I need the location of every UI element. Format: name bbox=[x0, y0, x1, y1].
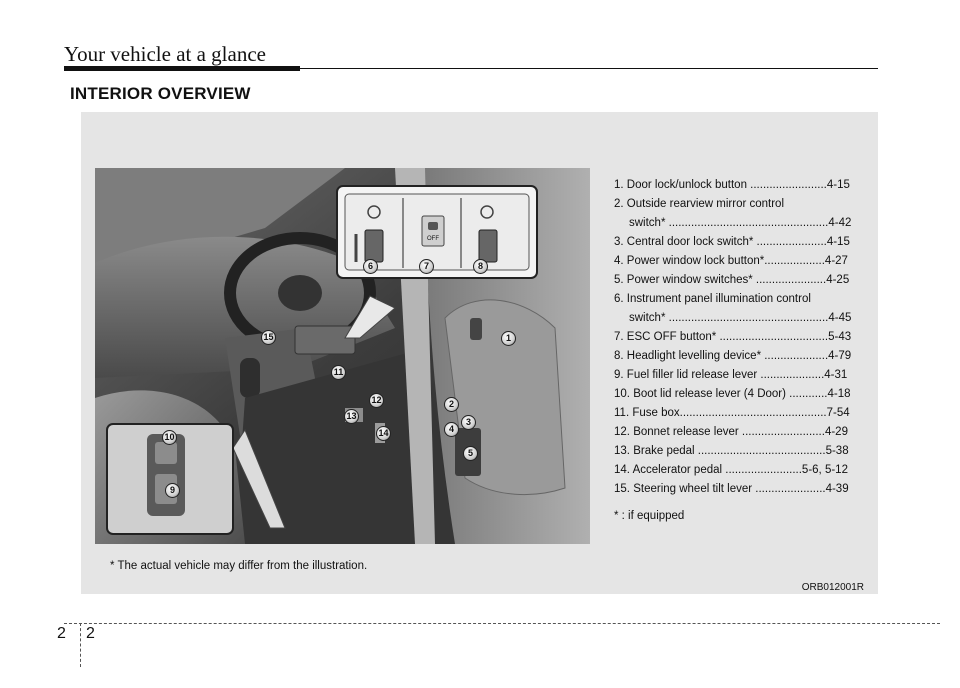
callout-7: 7 bbox=[419, 259, 434, 274]
list-item: 8. Headlight levelling device* ....................4-79 bbox=[614, 350, 852, 362]
list-item: 5. Power window switches* ......................4-25 bbox=[614, 274, 850, 286]
callout-11: 11 bbox=[331, 365, 346, 380]
list-item: 7. ESC OFF button* ..................................5-43 bbox=[614, 331, 852, 343]
callout-3: 3 bbox=[461, 415, 476, 430]
footer-rule bbox=[64, 623, 940, 624]
interior-illustration bbox=[95, 168, 590, 544]
list-item: 12. Bonnet release lever ..........................4-29 bbox=[614, 426, 848, 438]
callout-12: 12 bbox=[369, 393, 384, 408]
footer-divider bbox=[80, 623, 81, 667]
list-item: 4. Power window lock button*...................4-27 bbox=[614, 255, 848, 267]
list-item: 9. Fuel filler lid release lever ....................4-31 bbox=[614, 369, 848, 381]
list-item: 11. Fuse box..............................................7-54 bbox=[614, 407, 850, 419]
callout-1: 1 bbox=[501, 331, 516, 346]
esc-off-label: OFF bbox=[427, 236, 439, 242]
disclaimer: * The actual vehicle may differ from the illustration. bbox=[110, 560, 368, 572]
figure-code: ORB012001R bbox=[801, 582, 864, 593]
item-list bbox=[614, 176, 876, 499]
callout-10: 10 bbox=[162, 430, 177, 445]
callout-9: 9 bbox=[165, 483, 180, 498]
header-rule bbox=[64, 68, 878, 69]
callout-15: 15 bbox=[261, 330, 276, 345]
list-item: 10. Boot lid release lever (4 Door) ............4-18 bbox=[614, 388, 851, 400]
list-item: 1. Door lock/unlock button ........................4-15 bbox=[614, 179, 850, 191]
callout-6: 6 bbox=[363, 259, 378, 274]
section-title: INTERIOR OVERVIEW bbox=[70, 84, 251, 103]
callout-5: 5 bbox=[463, 446, 478, 461]
list-item: 2. Outside rearview mirror control switch* ..................................................4-42 bbox=[614, 198, 852, 229]
list-item: 3. Central door lock switch* ......................4-15 bbox=[614, 236, 850, 248]
callout-4: 4 bbox=[444, 422, 459, 437]
list-item: 6. Instrument panel illumination control switch* ..................................................4-45 bbox=[614, 293, 852, 324]
list-item: 14. Accelerator pedal ........................5-6, 5-12 bbox=[614, 464, 848, 476]
list-item: 15. Steering wheel tilt lever ......................4-39 bbox=[614, 483, 849, 495]
page-number-section: 2 bbox=[57, 625, 66, 642]
header-title: Your vehicle at a glance bbox=[64, 42, 266, 66]
callout-14: 14 bbox=[376, 426, 391, 441]
list-item: 13. Brake pedal ........................................5-38 bbox=[614, 445, 849, 457]
callout-2: 2 bbox=[444, 397, 459, 412]
callout-8: 8 bbox=[473, 259, 488, 274]
callout-13: 13 bbox=[344, 409, 359, 424]
footnote: * : if equipped bbox=[614, 510, 685, 522]
page-number: 2 bbox=[86, 625, 95, 642]
